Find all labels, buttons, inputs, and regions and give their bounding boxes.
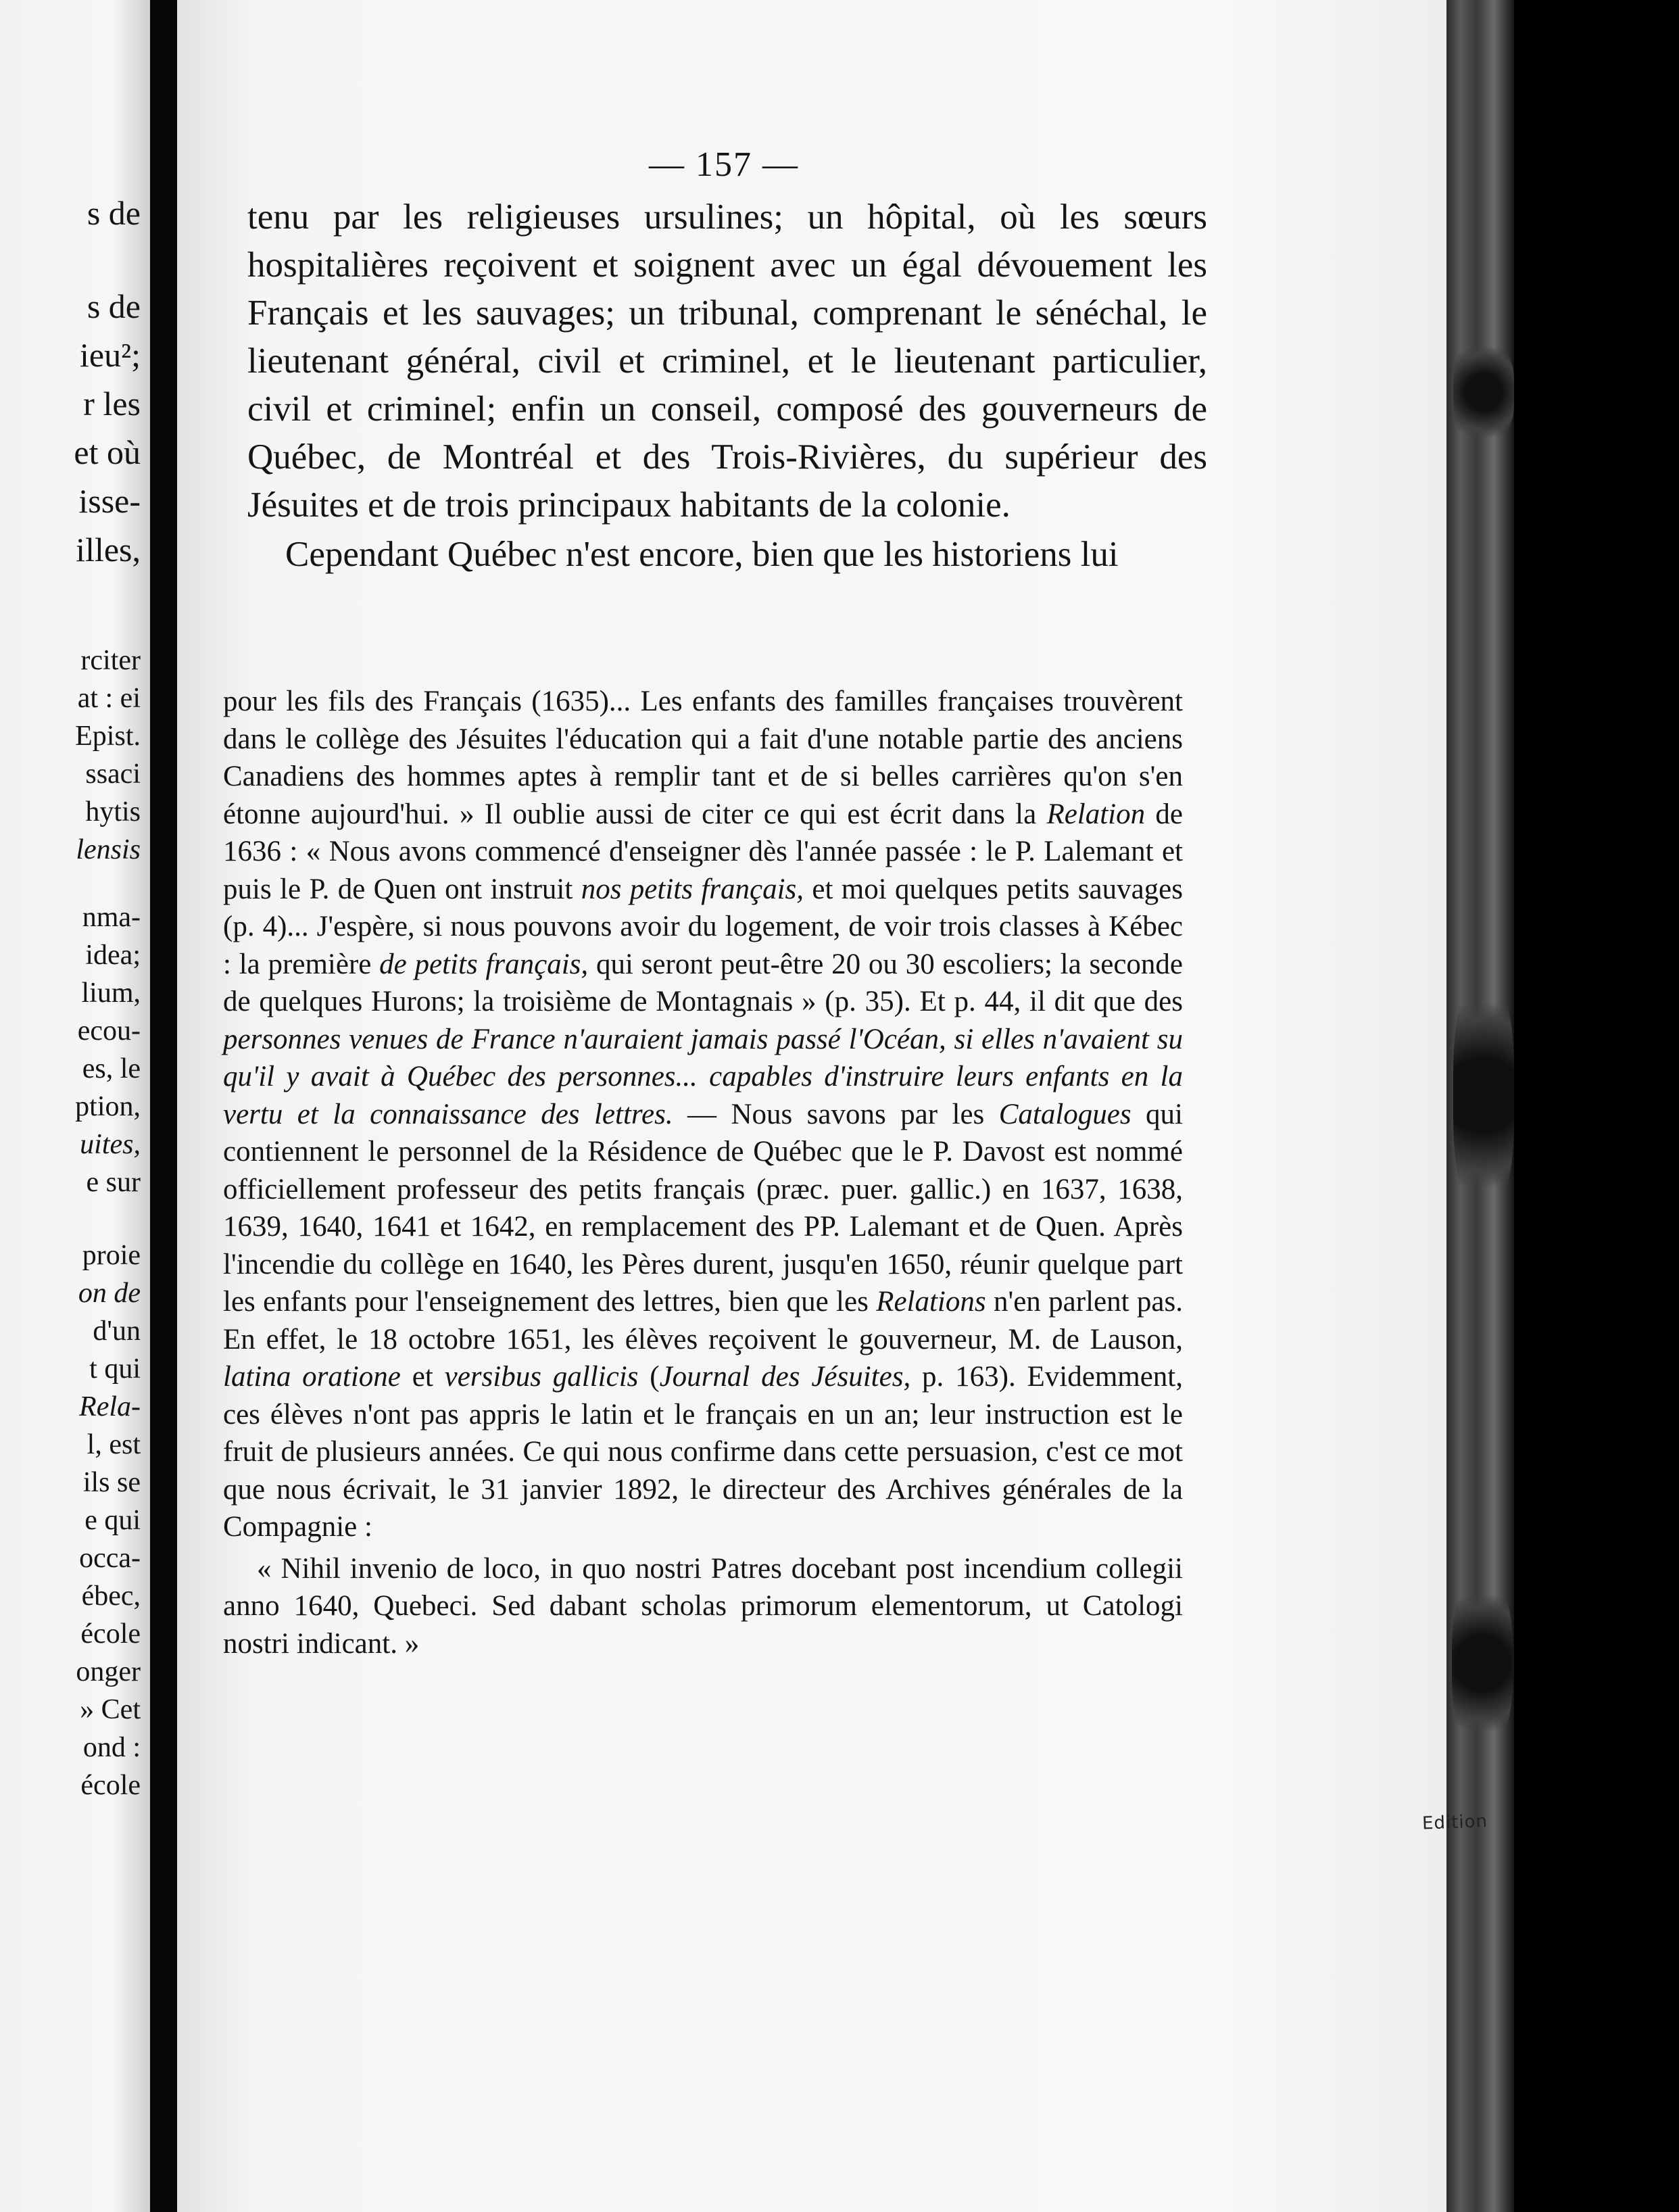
left-page-line: ieu²;: [80, 336, 141, 374]
left-page-line: idea;: [85, 940, 141, 971]
left-page-line: uites,: [80, 1129, 141, 1160]
left-page-line: ssaci: [85, 759, 141, 790]
footnote-text: p. 163). Evidemment, ces élèves n'ont pas appris le latin et le français en un an; leur instruction est le fruit de plusieurs années. Ce qui nous confirme dans cette persuasion, c'est ce mot que nous écrivait, le 31 janvier 1892, le directeur des Archives générales de la Compagnie :: [223, 1361, 1184, 1543]
left-page-line: et où: [74, 433, 141, 471]
footnote-text: pour les fils des Français (1635)... Les enfants des familles françaises trouvèrent dans le collège des Jésuites l'éducation qui a fait d'une notable partie des anciens Canadiens des hommes aptes à remplir tant et de si belles carrières qu'on s'en étonne aujourd'hui. » Il oublie aussi de citer ce qui est écrit dans la: [223, 686, 1183, 830]
footnote-paragraph: [223, 683, 1183, 1546]
footnote-text: — Nous savons par les: [673, 1098, 999, 1130]
left-page-line: on de: [78, 1278, 141, 1309]
left-page-line: at : ei: [77, 683, 141, 714]
footnote-italic: Catalogues: [998, 1098, 1132, 1130]
left-page-line: nma-: [82, 902, 141, 933]
library-stamp: [1453, 338, 1514, 446]
book-page-edge: [1446, 0, 1514, 2212]
footnote-text: qui seront peut-être 20 ou 30 escoliers; la seconde de quelques Hurons; la troisième de Montagnais » (p. 35). Et p. 44, il dit que des: [223, 948, 1183, 1017]
left-page-line: Epist.: [75, 721, 141, 752]
footnote-italic: Relations: [876, 1286, 986, 1318]
left-page-line: illes,: [76, 531, 141, 569]
footnote-text: n'en parlent pas. En effet, le 18 octobre 1651, les élèves reçoivent le gouverneur, M. de Lauson,: [223, 1286, 1183, 1355]
left-page-line: école: [80, 1770, 141, 1801]
left-page-line: » Cet: [80, 1694, 141, 1725]
page-number: — 157 —: [649, 145, 799, 184]
left-page-line: proie: [82, 1240, 141, 1271]
left-page-line: Rela-: [79, 1391, 141, 1422]
left-page-line: ecou-: [77, 1015, 141, 1047]
left-page-line: t qui: [89, 1353, 141, 1385]
library-stamp: [1452, 1575, 1513, 1751]
paragraph: tenu par les religieuses ursulines; un hôpital, où les sœurs hospitalières reçoivent et soignent avec un égal dévouement les Français et les sauvages; un tribunal, comprenant le sénéchal, le lieutenant général, civil et criminel, et le lieutenant particulier, civil et criminel; enfin un conseil, composé des gouverneurs de Québec, de Montréal et des Trois-Rivières, du supérieur des Jésuites et de trois principaux habitants de la colonie.: [247, 197, 1207, 525]
left-page-line: l, est: [87, 1429, 141, 1460]
footnote-italic: Journal des Jésuites,: [659, 1361, 911, 1393]
left-page-line: e sur: [86, 1167, 141, 1198]
left-page-line: rciter: [80, 645, 141, 676]
left-page-line: hytis: [85, 796, 141, 827]
footnote-italic: versibus gallicis: [444, 1361, 639, 1393]
left-page-line: ption,: [75, 1091, 141, 1122]
footnote-text: (: [638, 1361, 660, 1393]
footnote: [223, 683, 1183, 1662]
left-facing-page: [0, 0, 150, 2212]
footnote-text: et moi quelques petits sauvages (p. 4)... J'espère, si nous pouvons avoir du logement, de voir trois classes à Kébec : la première: [223, 873, 1184, 980]
left-page-line: d'un: [93, 1316, 141, 1347]
left-page-line: isse-: [78, 482, 141, 520]
paragraph: Cependant Québec n'est encore, bien que les historiens lui: [285, 535, 1119, 574]
left-page-line: ébec,: [81, 1581, 141, 1612]
left-page-line: école: [80, 1618, 141, 1650]
footnote-italic: personnes venues de France n'auraient jamais passé l'Océan, si elles n'avaient su qu'il y avait à Québec des personnes... capables d'instruire leurs enfants en la vertu et la connaissance des lettres.: [223, 1023, 1183, 1130]
left-page-line: lium,: [81, 978, 141, 1009]
left-page-line: onger: [76, 1656, 141, 1687]
left-page-line: occa-: [79, 1543, 141, 1574]
left-page-line: r les: [83, 385, 141, 423]
left-page-line: s de: [87, 287, 141, 325]
left-page-line: e qui: [84, 1505, 141, 1536]
latin-quote: « Nihil invenio de loco, in quo nostri Patres docebant post incendium collegii anno 1640, Quebeci. Sed dabant scholas primorum elementorum, ut Catologi nostri indicant. »: [223, 1552, 1183, 1660]
left-page-line: ils se: [82, 1467, 141, 1498]
footnote-italic: de petits français,: [379, 948, 589, 980]
edge-stamp-label: Edition: [1421, 1811, 1488, 1834]
footnote-text: qui contiennent le personnel de la Résidence de Québec que le P. Davost est nommé officiellement professeur des petits français (præc. puer. gallic.) en 1637, 1638, 1639, 1640, 1641 et 1642, en remplacement des PP. Lalemant et de Quen. Après l'incendie du collège en 1640, les Pères durent, jusqu'en 1650, réunir quelque part les enfants pour l'enseignement des lettres, bien que les: [223, 1098, 1183, 1318]
footnote-text: et: [400, 1361, 445, 1393]
left-page-line: ond :: [82, 1732, 141, 1763]
left-page-line: es, le: [82, 1053, 141, 1084]
left-page-line: lensis: [76, 834, 141, 865]
footnote-italic: nos petits français,: [581, 873, 804, 905]
main-text: [247, 193, 1207, 579]
library-stamp: [1453, 973, 1514, 1217]
left-page-line: s de: [87, 194, 141, 232]
book-gutter: [150, 0, 177, 2212]
footnote-italic: latina oratione: [223, 1361, 401, 1393]
footnote-italic: Relation: [1046, 798, 1146, 830]
footnote-text: de 1636 : « Nous avons commencé d'enseigner dès l'année passée : le P. Lalemant et puis le P. de Quen ont instruit: [223, 798, 1183, 905]
